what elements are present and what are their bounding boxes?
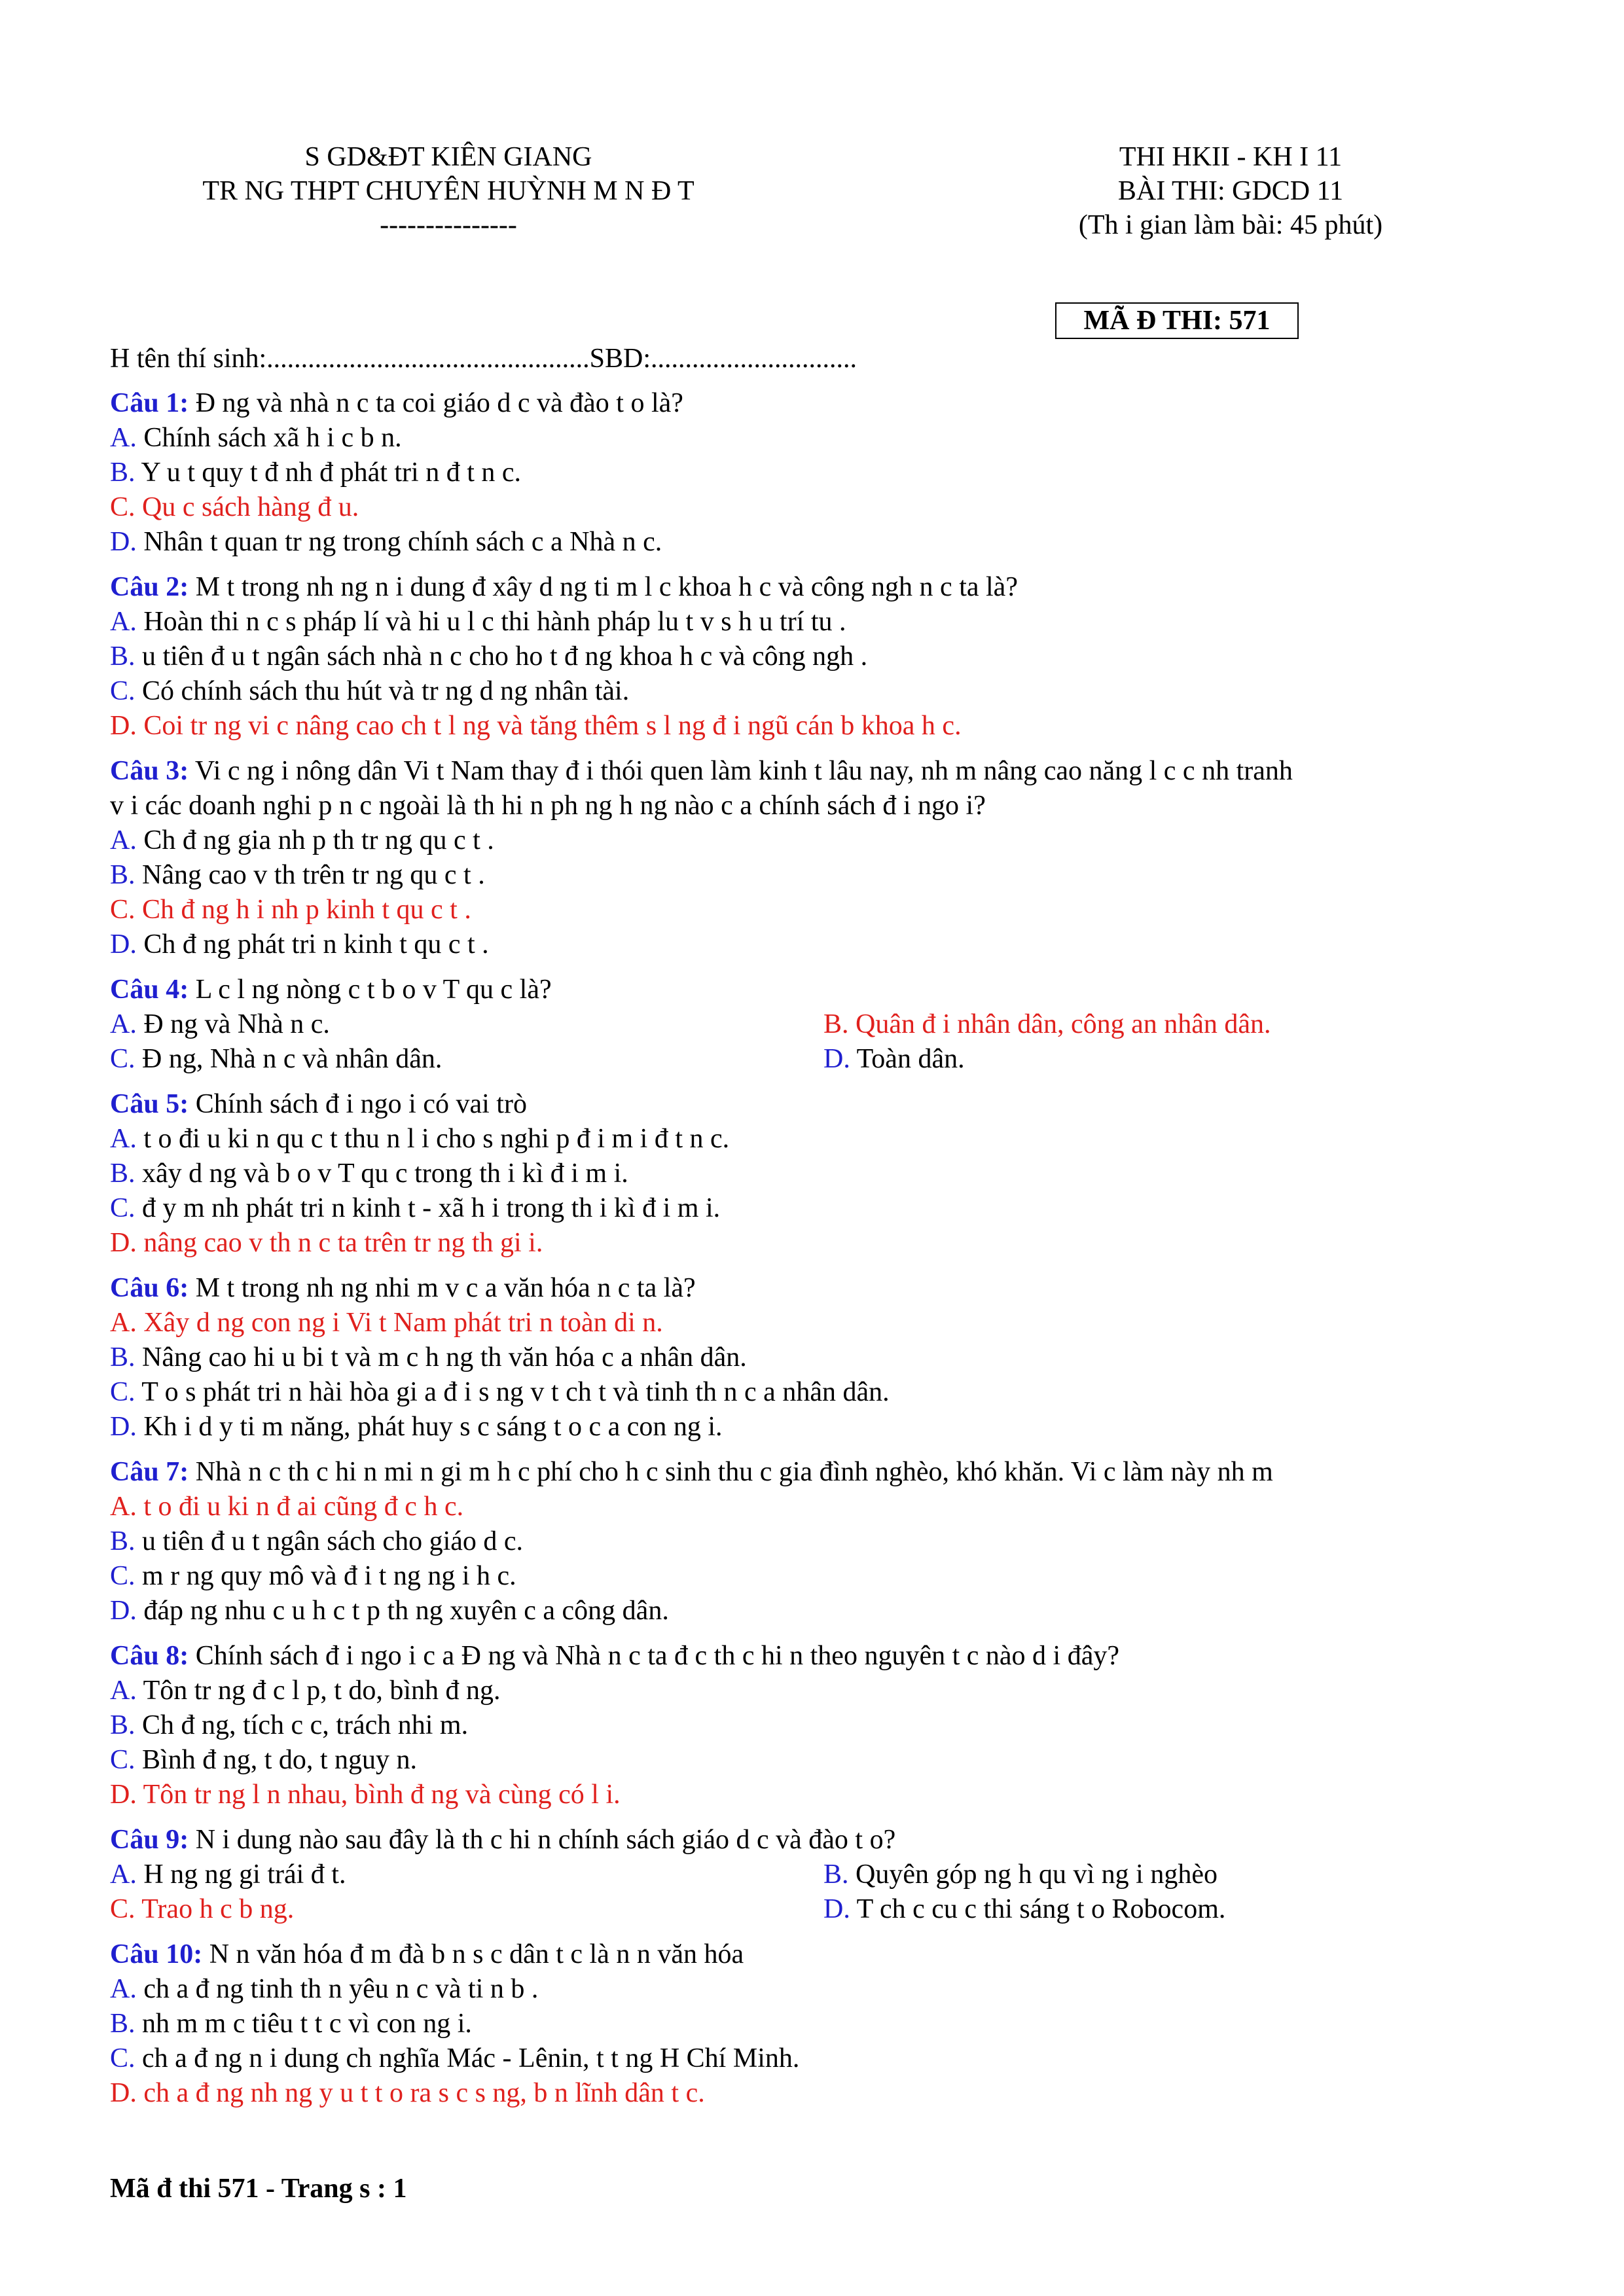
answer-row <box>110 1892 1537 1927</box>
option-text: Hoàn thi n c s pháp lí và hi u l c thi hành pháp lu t v s h u trí tu . <box>136 607 846 637</box>
option-text: ch a đ ng n i dung ch nghĩa Mác - Lênin, t t ng H Chí Minh. <box>135 2043 800 2073</box>
answer-option <box>110 1007 823 1042</box>
answer-option <box>110 1122 1537 1157</box>
option-text: u tiên đ u t ngân sách cho giáo d c. <box>135 1526 524 1556</box>
option-text: m r ng quy mô và đ i t ng ng i h c. <box>135 1561 516 1591</box>
answer-option <box>110 709 1537 744</box>
question-text: N i dung nào sau đây là th c hi n chính sách giáo d c và đào t o? <box>189 1825 896 1855</box>
answer-option <box>110 1743 1537 1778</box>
option-text: Tôn tr ng l n nhau, bình đ ng và cùng có l i. <box>136 1780 621 1810</box>
question-stem <box>110 386 1537 421</box>
option-letter: C. <box>110 1745 135 1775</box>
exam-code-box: MÃ Đ THI: 571 <box>1055 302 1299 339</box>
option-letter: B. <box>110 1710 135 1740</box>
option-letter: B. <box>110 2009 135 2039</box>
option-letter: D. <box>110 1228 137 1258</box>
option-text: Nâng cao v th trên tr ng qu c t . <box>135 860 485 890</box>
option-letter: D. <box>110 1780 137 1810</box>
option-letter: B. <box>110 457 135 488</box>
question-text: M t trong nh ng n i dung đ xây d ng ti m l c khoa h c và công ngh n c ta là? <box>189 572 1018 602</box>
question-stem <box>110 1937 1537 1972</box>
option-letter: C. <box>110 1894 135 1924</box>
option-text: Quyên góp ng h qu vì ng i nghèo <box>848 1859 1218 1890</box>
option-text: Ch đ ng, tích c c, trách nhi m. <box>135 1710 469 1740</box>
header-divider: --------------- <box>380 210 517 240</box>
answer-option <box>110 927 1537 962</box>
student-info-line: H tên thí sinh:...............................................SBD:.............................. <box>110 344 857 374</box>
question <box>110 973 1537 1077</box>
option-letter: D. <box>823 1894 850 1924</box>
question <box>110 1271 1537 1444</box>
answer-option <box>110 858 1537 893</box>
question <box>110 754 1537 962</box>
exam-subject: BÀI THI: GDCD 11 <box>1117 176 1344 206</box>
answer-option <box>110 525 1537 560</box>
answer-option <box>110 1559 1537 1594</box>
answer-option <box>110 1892 823 1927</box>
option-letter: C. <box>110 2043 135 2073</box>
question-text-continued: v i các doanh nghi p n c ngoài là th hi n ph ng h ng nào c a chính sách đ i ngo i? <box>110 791 986 821</box>
question <box>110 1087 1537 1261</box>
option-text: Ch đ ng h i nh p kinh t qu c t . <box>135 895 471 925</box>
answer-option <box>110 2007 1537 2041</box>
question-stem <box>110 1639 1537 1674</box>
question-stem <box>110 754 1537 789</box>
answer-option <box>110 1340 1537 1375</box>
answer-option <box>110 639 1537 674</box>
question-stem <box>110 1823 1537 1857</box>
option-letter: A. <box>110 607 137 637</box>
option-text: Coi tr ng vi c nâng cao ch t l ng và tăng thêm s l ng đ i ngũ cán b khoa h c. <box>136 711 962 741</box>
answer-option <box>110 1157 1537 1191</box>
option-letter: D. <box>110 1596 137 1626</box>
answer-option <box>110 1410 1537 1444</box>
question <box>110 1937 1537 2111</box>
answer-option <box>110 1708 1537 1743</box>
page-footer: Mã đ thi 571 - Trang s : 1 <box>110 2174 407 2204</box>
option-text: Toàn dân. <box>850 1044 965 1074</box>
option-letter: C. <box>110 1044 135 1074</box>
answer-option <box>110 1042 823 1077</box>
answer-option <box>110 1857 823 1892</box>
option-text: Kh i d y ti m năng, phát huy s c sáng t o c a con ng i. <box>136 1412 723 1442</box>
option-text: T ch c cu c thi sáng t o Robocom. <box>850 1894 1226 1924</box>
option-text: ch a đ ng tinh th n yêu n c và ti n b . <box>136 1974 539 2004</box>
option-letter: C. <box>110 895 135 925</box>
answer-option <box>110 1594 1537 1628</box>
question <box>110 386 1537 560</box>
option-text: H ng ng gi trái đ t. <box>136 1859 346 1890</box>
option-text: Ch đ ng phát tri n kinh t qu c t . <box>136 929 489 960</box>
answer-option <box>110 1191 1537 1226</box>
option-text: nh m m c tiêu t t c vì con ng i. <box>135 2009 472 2039</box>
question-number: Câu 2: <box>110 572 189 602</box>
question <box>110 1455 1537 1628</box>
answer-option <box>823 1042 1537 1077</box>
option-letter: D. <box>823 1044 850 1074</box>
option-text: ch a đ ng nh ng y u t t o ra s c s ng, b n lĩnh dân t c. <box>136 2078 705 2108</box>
exam-duration: (Th i gian làm bài: 45 phút) <box>1078 210 1383 240</box>
option-text: u tiên đ u t ngân sách nhà n c cho ho t đ ng khoa h c và công ngh . <box>135 641 868 672</box>
school-header <box>79 140 818 242</box>
option-letter: B. <box>823 1009 849 1039</box>
answer-option <box>110 1375 1537 1410</box>
option-letter: D. <box>110 2078 137 2108</box>
option-text: xây d ng và b o v T qu c trong th i kì đ i m i. <box>135 1158 628 1189</box>
option-letter: A. <box>110 825 137 855</box>
question-number: Câu 6: <box>110 1273 189 1303</box>
question-list <box>110 386 1537 2121</box>
question-number: Câu 10: <box>110 1939 203 1969</box>
option-letter: A. <box>110 1492 137 1522</box>
answer-option <box>110 1306 1537 1340</box>
answer-option <box>110 1226 1537 1261</box>
option-letter: C. <box>110 492 135 522</box>
option-letter: A. <box>110 423 137 453</box>
option-letter: A. <box>110 1009 137 1039</box>
answer-option <box>823 1892 1537 1927</box>
question-number: Câu 7: <box>110 1457 189 1487</box>
answer-option <box>110 1490 1537 1524</box>
answer-option <box>110 893 1537 927</box>
option-letter: D. <box>110 711 137 741</box>
question <box>110 1639 1537 1812</box>
option-text: Chính sách xã h i c b n. <box>136 423 402 453</box>
option-text: Quân đ i nhân dân, công an nhân dân. <box>848 1009 1271 1039</box>
answer-option <box>110 2076 1537 2111</box>
option-letter: B. <box>110 1158 135 1189</box>
question-stem <box>110 570 1537 605</box>
option-text: Đ ng và Nhà n c. <box>136 1009 330 1039</box>
option-text: Y u t quy t đ nh đ phát tri n đ t n c. <box>135 457 522 488</box>
answer-row <box>110 1007 1537 1042</box>
answer-option <box>110 674 1537 709</box>
answer-row <box>110 1857 1537 1892</box>
option-text: Đ ng, Nhà n c và nhân dân. <box>135 1044 442 1074</box>
answer-option <box>110 1972 1537 2007</box>
question-number: Câu 3: <box>110 756 189 786</box>
option-letter: C. <box>110 1377 135 1407</box>
answer-option <box>110 1674 1537 1708</box>
option-letter: B. <box>110 1526 135 1556</box>
answer-option <box>110 2041 1537 2076</box>
exam-header <box>903 140 1558 242</box>
option-text: Xây d ng con ng i Vi t Nam phát tri n toàn di n. <box>136 1308 663 1338</box>
question-stem <box>110 1087 1537 1122</box>
option-text: T o s phát tri n hài hòa gi a đ i s ng v t ch t và tinh th n c a nhân dân. <box>135 1377 890 1407</box>
option-letter: B. <box>110 860 135 890</box>
answer-option <box>110 490 1537 525</box>
answer-option <box>110 1524 1537 1559</box>
option-letter: D. <box>110 929 137 960</box>
question-text: N n văn hóa đ m đà b n s c dân t c là n n văn hóa <box>202 1939 744 1969</box>
option-text: t o đi u ki n qu c t thu n l i cho s nghi p đ i m i đ t n c. <box>136 1124 730 1154</box>
option-text: đ y m nh phát tri n kinh t - xã h i trong th i kì đ i m i. <box>135 1193 721 1223</box>
option-text: Trao h c b ng. <box>135 1894 295 1924</box>
question-number: Câu 5: <box>110 1089 189 1119</box>
question-text: L c l ng nòng c t b o v T qu c là? <box>189 975 552 1005</box>
answer-row <box>110 1042 1537 1077</box>
question-text: Đ ng và nhà n c ta coi giáo d c và đào t o là? <box>189 388 683 418</box>
question-number: Câu 1: <box>110 388 189 418</box>
option-text: Ch đ ng gia nh p th tr ng qu c t . <box>136 825 494 855</box>
question-text: Vi c ng i nông dân Vi t Nam thay đ i thói quen làm kinh t lâu nay, nh m nâng cao năng l c c nh tranh <box>189 756 1293 786</box>
option-letter: C. <box>110 676 135 706</box>
question-number: Câu 8: <box>110 1641 189 1671</box>
answer-option <box>110 1778 1537 1812</box>
option-letter: A. <box>110 1124 137 1154</box>
option-letter: B. <box>823 1859 849 1890</box>
option-letter: B. <box>110 1342 135 1372</box>
question <box>110 570 1537 744</box>
option-letter: C. <box>110 1561 135 1591</box>
question-text: Nhà n c th c hi n mi n gi m h c phí cho h c sinh thu c gia đình nghèo, khó khăn. Vi c làm này nh m <box>189 1457 1273 1487</box>
option-text: Nâng cao hi u bi t và m c h ng th văn hóa c a nhân dân. <box>135 1342 747 1372</box>
question-stem <box>110 973 1537 1007</box>
option-letter: D. <box>110 1412 137 1442</box>
question <box>110 1823 1537 1927</box>
option-text: Bình đ ng, t do, t nguy n. <box>135 1745 418 1775</box>
answer-option <box>823 1857 1537 1892</box>
question-number: Câu 9: <box>110 1825 189 1855</box>
option-text: Qu c sách hàng đ u. <box>135 492 359 522</box>
option-text: Có chính sách thu hút và tr ng d ng nhân tài. <box>135 676 630 706</box>
option-text: nâng cao v th n c ta trên tr ng th gi i. <box>136 1228 543 1258</box>
question-stem <box>110 1271 1537 1306</box>
answer-option <box>110 605 1537 639</box>
question-stem <box>110 1455 1537 1490</box>
option-letter: A. <box>110 1974 137 2004</box>
option-letter: A. <box>110 1308 137 1338</box>
option-letter: A. <box>110 1676 137 1706</box>
question-text: Chính sách đ i ngo i c a Đ ng và Nhà n c ta đ c th c hi n theo nguyên t c nào d i đây? <box>189 1641 1119 1671</box>
option-letter: C. <box>110 1193 135 1223</box>
school-name: TR NG THPT CHUYÊN HUỲNH M N Đ T <box>202 176 695 206</box>
question-text: M t trong nh ng nhi m v c a văn hóa n c ta là? <box>189 1273 696 1303</box>
option-text: Tôn tr ng đ c l p, t do, bình đ ng. <box>136 1676 501 1706</box>
option-letter: D. <box>110 527 137 557</box>
department-name: S GD&ĐT KIÊN GIANG <box>304 142 592 172</box>
option-text: đáp ng nhu c u h c t p th ng xuyên c a công dân. <box>136 1596 669 1626</box>
answer-option <box>110 456 1537 490</box>
exam-title: THI HKII - KH I 11 <box>1119 142 1343 172</box>
option-text: Nhân t quan tr ng trong chính sách c a Nhà n c. <box>136 527 662 557</box>
option-text: t o đi u ki n đ ai cũng đ c h c. <box>136 1492 464 1522</box>
option-letter: B. <box>110 641 135 672</box>
option-letter: A. <box>110 1859 137 1890</box>
answer-option <box>110 823 1537 858</box>
question-number: Câu 4: <box>110 975 189 1005</box>
question-text: Chính sách đ i ngo i có vai trò <box>189 1089 527 1119</box>
answer-option <box>823 1007 1537 1042</box>
answer-option <box>110 421 1537 456</box>
